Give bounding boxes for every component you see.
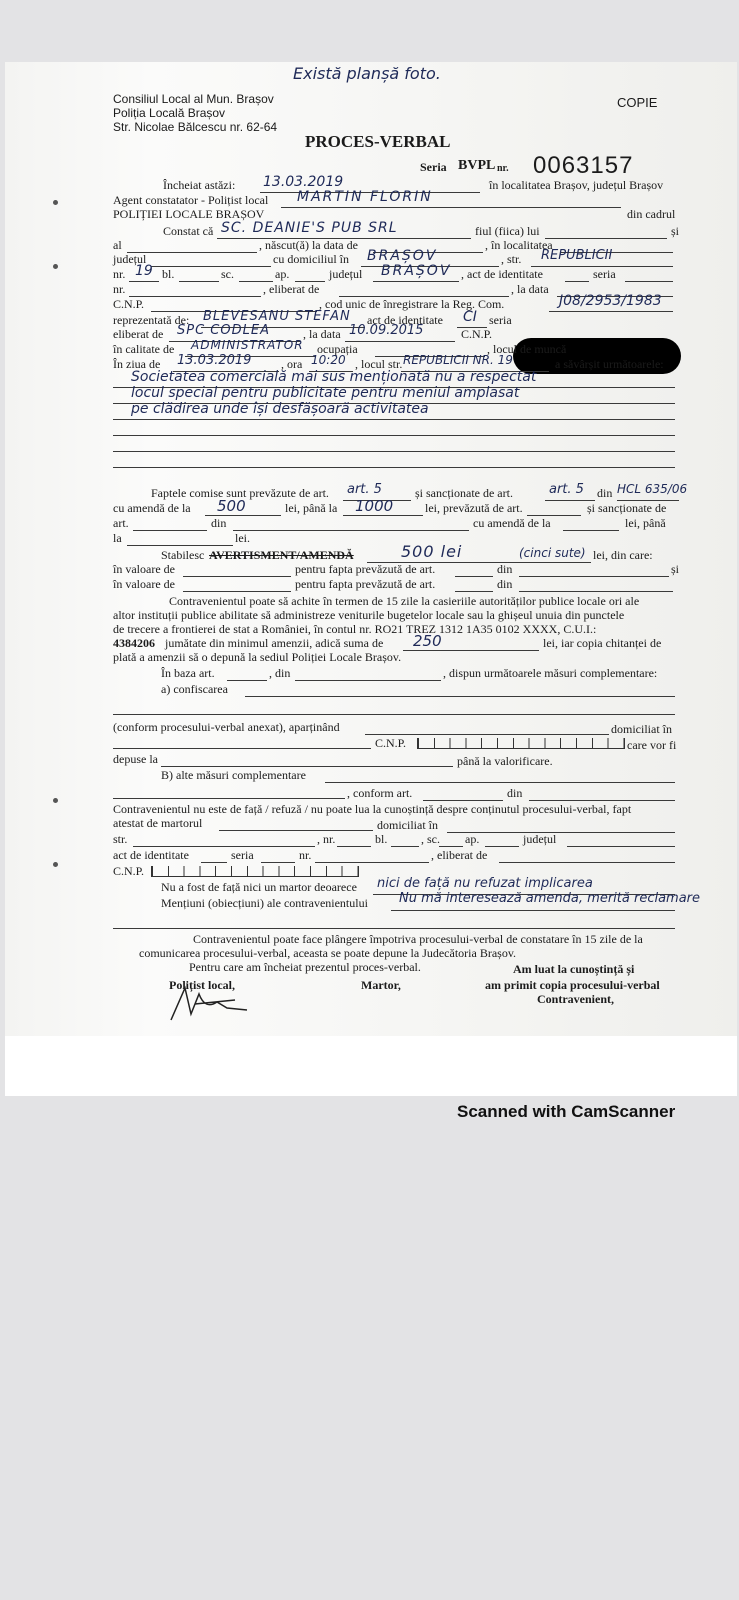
fact-from-label-1: din <box>497 562 513 576</box>
domicile-label: cu domiciliul în <box>273 252 349 266</box>
entrance-label: sc. <box>221 267 234 281</box>
witness-nr-label-2: nr. <box>299 848 312 862</box>
no-witness-reason: nici de față nu refuzat implicarea <box>377 876 593 891</box>
series-nr-label: nr. <box>497 163 509 174</box>
fact-line-2: locul special pentru publicitate pentru meniul amplasat <box>131 385 520 401</box>
issue-date-label: , la data <box>511 282 549 296</box>
street-nr: 19 <box>135 263 153 279</box>
deposited-label: depuse la <box>113 752 158 766</box>
document-title: PROCES-VERBAL <box>305 132 451 151</box>
representative-series-label: seria <box>489 313 512 327</box>
witness-issued-label: , eliberat de <box>431 848 488 862</box>
birthplace-label: , în localitatea <box>485 238 553 252</box>
series-label: Seria <box>420 160 447 174</box>
facts-provided-label: Faptele comise sunt prevăzute de art. <box>151 486 329 500</box>
establish-label: Stabilesc <box>161 548 205 562</box>
sanctioned-by-label: și sancționate de <box>587 501 667 515</box>
hour-label: , ora <box>281 357 303 371</box>
reg-com-value: J08/2953/1983 <box>559 293 662 309</box>
payment-line-1: Contravenientul poate să achite în termen de 15 zile la casieriile autorităților publice locale ori ale <box>169 594 640 608</box>
son-of-label: fiul (fiica) lui <box>475 224 540 238</box>
fine-amount: 500 lei <box>401 542 463 561</box>
sanction-type: AVERTISMENT/AMENDĂ <box>209 548 354 562</box>
conform-art-label: , conform art. <box>347 786 413 800</box>
based-on-label: În baza art. <box>161 666 215 680</box>
capacity-label: în calitate de <box>113 342 175 356</box>
representative-id-label: act de identitate <box>367 313 443 327</box>
other-measures-label: B) alte măsuri complementare <box>161 768 306 782</box>
locality-label: în localitatea Brașov, județul Brașov <box>489 178 664 192</box>
scanned-form <box>5 62 737 1036</box>
punch-hole <box>53 264 58 269</box>
nr-label: nr. <box>113 267 126 281</box>
hcl-reference: HCL 635/06 <box>617 482 688 496</box>
cnp-label: C.N.P. <box>113 297 145 311</box>
committed-label: a săvârșit următoarele: <box>555 357 664 371</box>
offense-hour: 10:20 <box>311 353 346 367</box>
witness-street-label: str. <box>113 832 128 846</box>
witness-series-label: seria <box>231 848 254 862</box>
fact-art-label-2: pentru fapta prevăzută de art. <box>295 577 436 591</box>
place-label: , locul str. <box>355 357 403 371</box>
sanction-article: art. 5 <box>549 482 584 497</box>
no-witness-label: Nu a fost de față nici un martor deoarece <box>161 880 357 894</box>
until-recovery-label: până la valorificare. <box>457 754 553 768</box>
company-name: SC. DEANIE'S PUB SRL <box>221 220 398 236</box>
fine-until-label: lei, până <box>625 516 666 530</box>
and-label-2: și <box>671 562 680 576</box>
of-label: al <box>113 238 122 252</box>
and-label: și <box>671 224 680 238</box>
offense-date: 13.03.2019 <box>177 353 252 368</box>
payment-line-2: altor instituții publice abilitate să administreze veniturile bugetelor locale sau la ghișeul unuia din punctele <box>113 608 625 622</box>
lei-label: lei. <box>235 531 250 545</box>
payment-line-4: jumătate din minimul amenzii, adică suma de <box>165 636 384 650</box>
header-note: Există planșă foto. <box>293 64 441 83</box>
fine-to-label: lei, până la <box>285 501 338 515</box>
facts-article: art. 5 <box>347 482 382 497</box>
agent-name: MARTIN FLORIN <box>297 189 433 205</box>
payment-line-4-end: lei, iar copia chitanței de <box>543 636 662 650</box>
viewer-top-bar <box>0 0 739 62</box>
fact-line-3: pe clădirea unde își desfășoară activitatea <box>131 401 429 417</box>
acknowledged-label: Am luat la cunoștință și <box>513 962 635 976</box>
agent-signature <box>165 980 255 1026</box>
representative-id-series: CI <box>463 309 477 325</box>
witness-domicile-label: domiciliat în <box>377 818 438 832</box>
objections-label: Mențiuni (obiecțiuni) ale contravenientului <box>161 896 368 910</box>
witness-cnp-boxes <box>151 866 359 877</box>
complaint-line-2: comunicarea procesului-verbal, aceasta se poate depune la Judecătoria Brașov. <box>139 946 517 960</box>
punch-hole <box>53 200 58 205</box>
representative-issue-date: 10.09.2015 <box>349 323 424 338</box>
camscanner-watermark: Scanned with CamScanner <box>457 1102 676 1121</box>
fine-minimum: 500 <box>217 497 246 515</box>
apartment-label: ap. <box>275 267 290 281</box>
cnp-label-3: C.N.P. <box>375 736 407 750</box>
fact-art-label-1: pentru fapta prevăzută de art. <box>295 562 436 576</box>
measures-label: , dispun următoarele măsuri complementare: <box>443 666 658 680</box>
of-which-label: lei, din care: <box>593 548 653 562</box>
representative-name: BLEVESANU STEFAN <box>203 309 351 324</box>
cui-value: 4384206 <box>113 636 155 650</box>
issuer-authority: SPC CODLEA <box>177 323 270 338</box>
from-label-3: , din <box>269 666 291 680</box>
witness-nr-label: , nr. <box>317 832 336 846</box>
county-label-2: județul <box>329 267 363 281</box>
from-label-4: din <box>507 786 523 800</box>
from-within-label: din cadrul <box>627 207 676 221</box>
found-label: Constat că <box>163 224 214 238</box>
will-be-label: care vor fi <box>627 738 677 752</box>
county-value: BRAȘOV <box>381 263 452 279</box>
complaint-line-1: Contravenientul poate face plângere împotriva procesului-verbal de constatare în 15 zile de la <box>193 932 643 946</box>
document-page <box>5 62 737 1121</box>
issuer-line-1: Consiliul Local al Mun. Brașov <box>113 92 274 106</box>
witness-block-label: bl. <box>375 832 388 846</box>
day-label: În ziua de <box>113 357 161 371</box>
born-label: , născut(ă) la data de <box>259 238 358 252</box>
workplace-label: , locul de muncă <box>487 342 567 356</box>
fine-from-label-2: cu amendă de la <box>473 516 551 530</box>
half-fine-value: 250 <box>413 632 442 650</box>
domicile-city: BRAȘOV <box>367 248 438 264</box>
fact-from-label-2: din <box>497 577 513 591</box>
objections-value: Nu mă interesează amenda, merită reclamare <box>399 891 701 906</box>
witness-id-label: act de identitate <box>113 848 189 862</box>
concluded-statement: Pentru care am încheiat prezentul proces-verbal. <box>189 960 421 974</box>
street-label: , str. <box>501 252 522 266</box>
value-label-2: în valoare de <box>113 577 175 591</box>
police-unit: POLIȚIEI LOCALE BRAȘOV <box>113 207 265 221</box>
fine-from-label: cu amendă de la <box>113 501 191 515</box>
annex-label: (conform procesului-verbal anexat), aparținând <box>113 720 340 734</box>
fine-amount-words: (cinci sute) <box>519 546 586 560</box>
sanctioned-label: și sancționate de art. <box>415 486 513 500</box>
witness-line-1: Contravenientul nu este de față / refuză / nu poate lua la cunoștință despre conținutul procesului-verbal, fapt <box>113 802 632 816</box>
fine-maximum: 1000 <box>355 497 394 515</box>
confiscation-label: a) confiscarea <box>161 682 228 696</box>
represented-by-label: reprezentată de: <box>113 313 190 327</box>
capacity-value: ADMINISTRATOR <box>191 338 304 352</box>
issuer-line-3: Str. Nicolae Bălcescu nr. 62-64 <box>113 120 278 134</box>
offender-signature-label: Contravenient, <box>537 992 614 1006</box>
witnessed-by-label: atestat de martorul <box>113 816 203 830</box>
from-label: din <box>597 486 613 500</box>
copy-label: COPIE <box>617 95 658 110</box>
from-label-2: din <box>211 516 227 530</box>
issue-date-label-2: , la data <box>303 327 341 341</box>
county-label: județul <box>113 252 147 266</box>
fact-line-1: Societatea comercială mai sus menționată nu a respectat <box>131 369 537 385</box>
date-value: 13.03.2019 <box>263 174 344 190</box>
issued-by-label: , eliberat de <box>263 282 320 296</box>
issuer-line-2: Poliția Locală Brașov <box>113 106 226 120</box>
occupation-label: ocupația <box>317 342 358 356</box>
block-label: bl. <box>162 267 175 281</box>
street-value: REPUBLICII <box>541 248 613 263</box>
agent-label: Agent constatator - Polițist local <box>113 193 269 207</box>
witness-entrance-label: , sc. <box>421 832 440 846</box>
issued-by-label-2: eliberat de <box>113 327 164 341</box>
fine-provided-label: lei, prevăzută de art. <box>425 501 523 515</box>
payment-line-3: de trecere a frontierei de stat a României, în contul nr. RO21 TREZ 1312 1A35 0102 XXXX, C.U.I.: <box>113 622 597 636</box>
payment-line-5: plată a amenzii să o depună la sediul Poliției Locale Brașov. <box>113 650 402 664</box>
concluded-label: Încheiat astăzi: <box>163 178 236 192</box>
cnp-label-2: C.N.P. <box>461 327 493 341</box>
punch-hole <box>53 862 58 867</box>
witness-cnp-label: C.N.P. <box>113 864 145 878</box>
domiciled-label: domiciliat în <box>611 722 672 736</box>
punch-hole <box>53 798 58 803</box>
series-value: BVPL <box>458 158 496 173</box>
nr-label-2: nr. <box>113 282 126 296</box>
id-doc-label: , act de identitate <box>461 267 543 281</box>
serial-number: 0063157 <box>533 152 634 179</box>
to-label: la <box>113 531 122 545</box>
received-copy-label: am primit copia procesului-verbal <box>485 978 660 992</box>
offense-place: REPUBLICII NR. 19 <box>403 353 513 367</box>
art-label: art. <box>113 516 129 530</box>
value-label-1: în valoare de <box>113 562 175 576</box>
witness-county-label: județul <box>523 832 557 846</box>
agent-signature-label: Polițist local, <box>169 978 235 992</box>
reg-com-label: , cod unic de înregistrare la Reg. Com. <box>319 297 505 311</box>
witness-signature-label: Martor, <box>361 978 401 992</box>
witness-apartment-label: ap. <box>465 832 480 846</box>
cnp-boxes <box>417 738 625 749</box>
id-series-label: seria <box>593 267 616 281</box>
